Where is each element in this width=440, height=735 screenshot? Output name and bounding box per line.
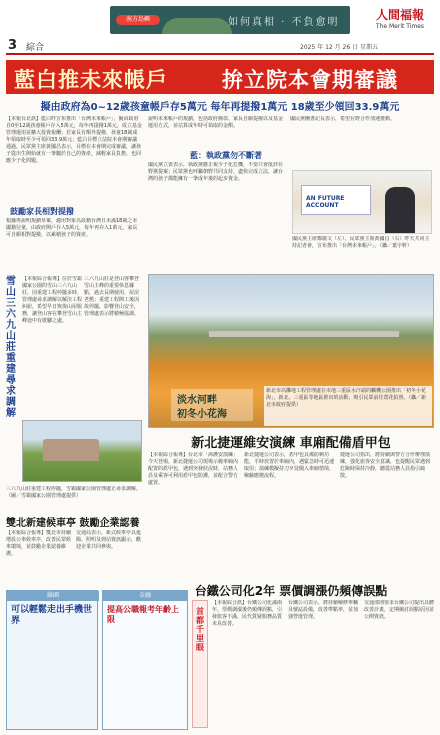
box1-text: 可以輕鬆走出手機世界 [11,605,93,626]
sidebar-box-green [6,590,98,730]
story2-body-col1: 【本報綜合報導】位於雪霸國家公園的雪山三六九山莊，因重建工程停擺多時，管理處尋求調解以解決工程糾紛，希望早日恢復山屋服務，讓登山客在攀登雪山主峰途中有歇腳之處。 [22,276,82,324]
masthead-rule [6,53,434,55]
lead-body-col3: 國民黨團書記長表示，希望在野合作加速推動。 [290,116,396,122]
story5-body-col1: 【本報綜合訊】台鐵公司化滿兩年，票價調漲後仍頻傳誤點，引發旅客不滿，民代質疑服務品質未見改善。 [212,600,283,627]
newspaper-logo [366,6,434,34]
story4-headline: 雙北新建候車亭 鼓勵企業認養 [6,518,140,529]
lead-body-col2: 說明未來帳戶的規劃，包括政府撥款、家長自願提撥以及基金運用方式，並估算成年時可領取的金額。 [148,116,284,129]
dateline: 2025 年 12 月 26 日 星期五 [300,44,378,51]
story2-body-col2: 三六九山莊是登山客攀登雪山主峰的重要休息據點，過去長期使用，屋況老舊；重建工程開工後因故停擺，影響登山安全，管理處表示將積極協調。 [84,276,140,317]
story5-body-col2: 台鐵公司表示，將持續檢修車輛及號誌設備，改善準點率，並加強營運管理。 [288,600,359,620]
hut-shape [43,439,99,461]
logo-english: The Merit Times [375,23,425,30]
story3-body-col3: 捷運公司指出，將持續與警方合作辦理演練，強化旅客安全意識，也提醒民眾遇到危險時保持冷靜，聽從站務人員指引疏散。 [340,452,431,479]
story4-body-col1: 【本報綜合報導】雙北市持續增設公車候車亭，改善民眾候車環境，並鼓勵企業認養維護。 [6,530,72,557]
box2-header: 金融 [103,591,187,601]
field-title-line2: 初冬小花海 [177,409,227,420]
field-photo-caption: 新北市高灘地工程管理處在市地三重區水汴頭的觸機公園推出「初冬小花海」，新北、三重區等地區推出的活動，吸引民眾前往賞花拍照。（攝／新北市政府提供） [264,386,432,426]
lead-subheading-2: 藍：執政黨勿不斷著 [190,151,262,160]
story3-body-col1: 【本報綜合報導】台北市「海護安演練」今天登場，新北捷運公司現場示範車廂內配置的盾甲包，遇到突發狀況時，站務人員及乘客可利用盾甲包防護，並配合警方處置。 [148,452,239,486]
banner-illustration [162,18,232,34]
banner-badge: 南方島嶼 [116,15,160,25]
box2-text: 提高公職報考年齡上限 [107,605,179,624]
bridge-shape [209,331,399,337]
mountain-hut-photo [22,420,142,482]
story3-headline: 新北捷運維安演練 車廂配備盾甲包 [191,436,391,451]
lead-body-col1b: 根據再說明規劃草案，適用對象為設籍台灣且未滿18歲之本國籍兒童，由政府開戶存入5萬元，每年再存入1萬元，家長可自願相對提撥，以累積孩子的資產。 [6,218,138,238]
lead-subhead: 擬由政府為0~12歲孩童帳戶存5萬元 每年再提撥1萬元 18歲至少領回33.9萬元 [40,102,400,113]
lead-body-col1: 【本報台北訊】藍白昨宣布推出「台灣未來帳戶」，擬由政府自0至12歲孩童帳戶存入5萬元，每年再提撥1萬元，成立基金管理運用並擴大投資報酬；若家長有額外提撥，孩童18歲成年領取時至少可領回33.9萬元；藍白目標立法院本會期審議通過。民眾黨主席黃國昌表示，目標在本會期完成審議，讓孩子從出生開始就有一筆屬於自己的資產，減輕家長負擔，也回應少子化問題。 [6,116,142,164]
photo-sign [301,185,371,215]
story2-vertical-title: 雪山三六九山莊重建 尋求調解 [6,276,16,419]
lead-subheading-1: 鼓勵家長相對提撥 [10,207,74,216]
top-banner [110,6,350,34]
lead-photo [292,170,432,234]
story5-headline: 台鐵公司化2年 票價調漲仍頻傳誤點 [194,584,388,598]
section-label: 綜合 [26,43,45,53]
page-number: 3 [8,38,18,53]
story5-column-banner: 首都千里眼 [192,600,208,728]
hut-photo-caption: 三六九山莊重建工程停擺，雪霸國家公園管理處正尋求調解。（圖／雪霸國家公園管理處提供） [6,486,142,499]
field-title-line1: 淡水河畔 [177,395,217,406]
lead-headline-left: 藍白推未來帳戶 [14,68,168,92]
story4-body-col2: 交通局表示，新式候車亭具遮陽、照明及到站資訊顯示，歡迎企業共同參與。 [76,530,142,550]
story5-body-col3: 交通部則要求台鐵公司提出具體改善計畫，定期檢討誤點原因並公開資訊。 [364,600,434,620]
lead-photo-caption: 國民黨主席鄭麗文（左）、民眾黨主席黃國昌（右）昨天共同主持記者會，宣布推出「台灣未來帳戶」。（攝／葉宇軒） [292,236,430,249]
lead-headline-right: 拚立院本會期審議 [222,68,398,92]
lead-headline [6,60,434,94]
lead-body-col2b: 國民黨立委表示，執政黨應正視少子化危機，不要只會批評在野黨提案；民眾黨也呼籲朝野共同支持，盡快完成立法，讓台灣的孩子都能擁有一筆成年後的起步資金。 [148,162,284,182]
box1-header: 綠園 [7,591,99,601]
story3-body-col2: 新北捷運公司表示，盾甲包具備防刺功能，平時放置於車廂內，遇緊急時可迅速取用；演練模擬持刀歹徒闖入車廂情境，檢驗應變流程。 [244,452,335,479]
sidebar-box-finance [102,590,188,730]
photo-person [385,187,415,233]
field-photo-title [171,389,253,421]
photo-sign-text: AN FUTURE ACCOUNT [306,195,345,209]
banner-slogan: 如何真相 · 不負愈明 [228,17,340,28]
logo-chinese: 人間福報 [375,8,424,22]
